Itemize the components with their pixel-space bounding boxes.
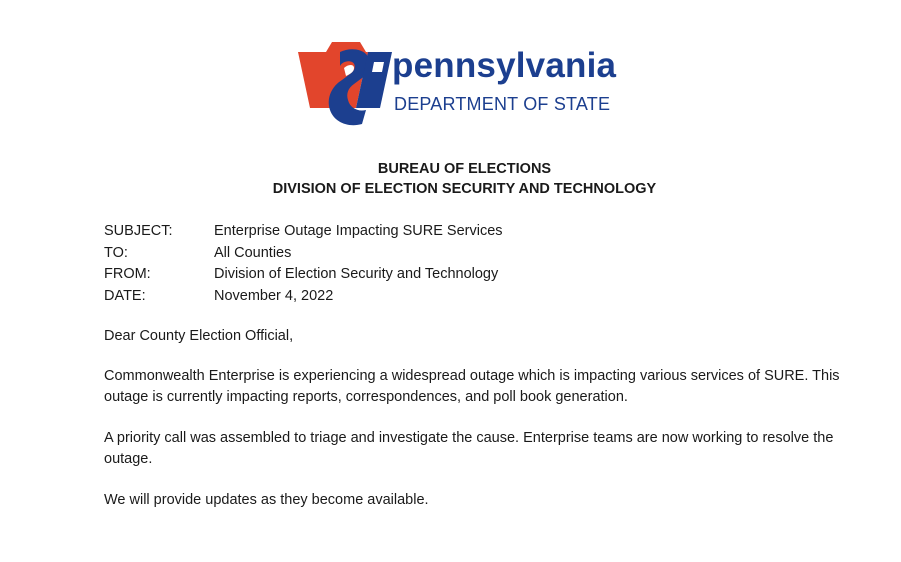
paragraph-2: A priority call was assembled to triage and investigate the cause. Enterprise teams are now working to resolve the outage. [104, 430, 834, 467]
subject-value: Enterprise Outage Impacting SURE Services [214, 223, 503, 239]
paragraph-1: Commonwealth Enterprise is experiencing a widespread outage which is impacting various services of SURE. This outage is currently impacting reports, correspondences, and poll book generation. [104, 368, 840, 405]
date-value: November 4, 2022 [214, 288, 334, 304]
bureau-heading: BUREAU OF ELECTIONS [377, 161, 552, 177]
brand-name: pennsylvania [392, 46, 617, 85]
memo-to-row [104, 246, 291, 261]
letterhead [296, 38, 656, 130]
memo-subject-row [104, 224, 503, 239]
memo-from-row [104, 267, 498, 282]
salutation: Dear County Election Official, [104, 328, 294, 344]
subject-label: SUBJECT: [104, 223, 173, 239]
department-name: DEPARTMENT OF STATE [394, 94, 611, 114]
keystone-logo-icon [296, 38, 396, 130]
memo-date-row [104, 289, 333, 304]
date-label: DATE: [104, 288, 146, 304]
paragraph-3: We will provide updates as they become available. [104, 492, 429, 508]
to-label: TO: [104, 245, 128, 261]
to-value: All Counties [214, 245, 292, 261]
division-heading: DIVISION OF ELECTION SECURITY AND TECHNOLOGY [272, 181, 657, 197]
from-label: FROM: [104, 266, 151, 282]
from-value: Division of Election Security and Technology [214, 266, 499, 282]
